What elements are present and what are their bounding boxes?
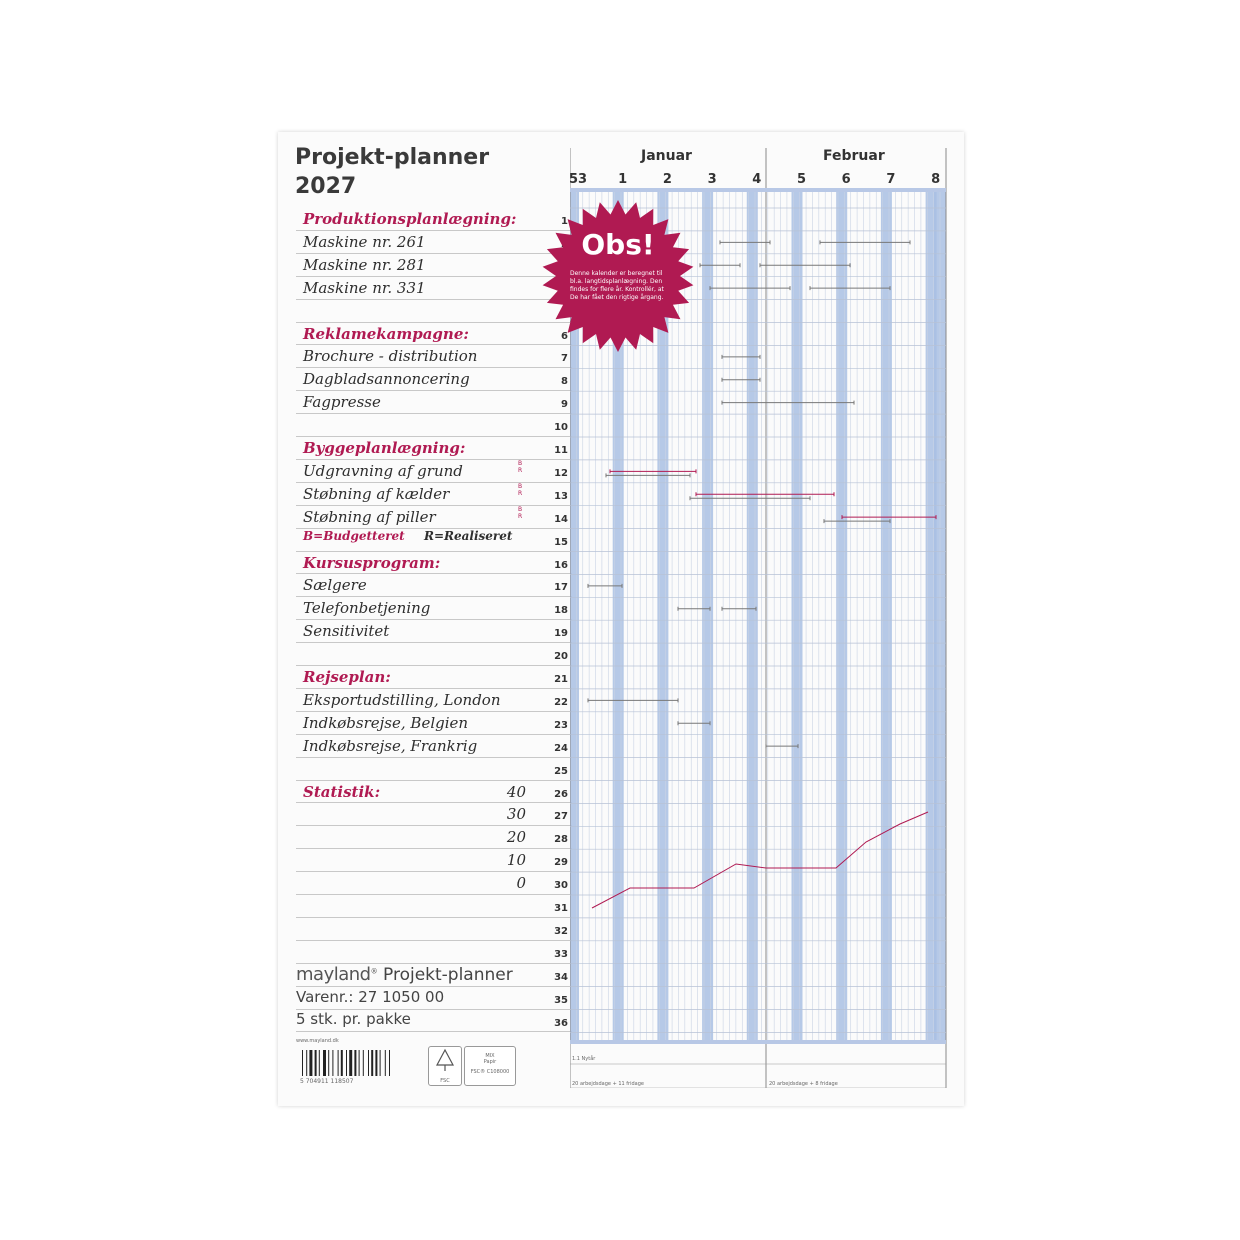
barcode-bar: [332, 1050, 333, 1076]
br-marker-12: [518, 460, 522, 474]
row-number: 31: [554, 903, 568, 914]
week-number: 7: [886, 172, 896, 187]
barcode-bar: [302, 1050, 303, 1076]
row-number: 12: [554, 467, 568, 479]
planner-sheet: [278, 132, 964, 1106]
row-divider: [296, 253, 572, 254]
row-number: 24: [554, 742, 568, 754]
row-label: Indkøbsrejse, Frankrig: [303, 736, 478, 755]
barcode-bar: [319, 1050, 320, 1076]
stat-scale-10: 10: [506, 851, 526, 869]
row-divider: [296, 688, 572, 689]
row-number: 36: [554, 1017, 568, 1029]
row-label: Maskine nr. 331: [303, 278, 426, 297]
row-label: Sælgere: [303, 576, 367, 595]
barcode-bar: [359, 1050, 360, 1076]
row-number: 26: [554, 788, 568, 800]
row-number: 6: [561, 330, 568, 342]
row-number: 28: [554, 834, 568, 846]
row-number: 9: [561, 399, 568, 411]
row-divider: [296, 367, 572, 368]
row-number: 27: [554, 811, 568, 823]
barcode-bar: [389, 1050, 390, 1076]
footer-jan-days: 20 arbejdsdage + 11 fridage: [572, 1081, 644, 1087]
row-number: 15: [554, 536, 568, 548]
legend-budget: B=Budgetteret: [303, 529, 405, 543]
stat-scale-40: 40: [506, 783, 526, 801]
fsc-logo-icon: [428, 1046, 462, 1086]
barcode-number: 5 704911 118507: [300, 1078, 354, 1085]
row-label: Rejseplan:: [303, 668, 391, 686]
row-divider: [296, 734, 572, 735]
row-number: 17: [554, 582, 568, 594]
page-year: 2027: [295, 174, 357, 199]
br-marker-14: [518, 506, 522, 520]
barcode-bar: [368, 1050, 369, 1076]
row-number: 23: [554, 719, 568, 731]
row-label: Telefonbetjening: [303, 599, 431, 618]
row-divider: [296, 276, 572, 277]
br-b: B: [518, 483, 523, 490]
row-number: 7: [561, 353, 568, 365]
row-divider: [296, 780, 572, 781]
row-label: Produktionsplanlægning:: [303, 210, 517, 228]
row-divider: [296, 299, 572, 300]
barcode-bar: [346, 1050, 347, 1076]
row-label: Reklamekampagne:: [303, 324, 469, 343]
row-label: Udgravning af grund: [303, 461, 463, 480]
week-number: 53: [568, 172, 588, 187]
month-februar: Februar: [823, 148, 885, 164]
br-r: R: [518, 490, 523, 497]
product-brand-line: [296, 964, 513, 985]
row-number: 1: [561, 216, 568, 227]
stat-scale-0: 0: [516, 874, 526, 892]
week-number: 1: [618, 172, 628, 187]
product-name: Projekt-planner: [383, 965, 513, 985]
row-number: 20: [554, 651, 568, 663]
row-label: Byggeplanlægning:: [303, 439, 466, 457]
row-number: 35: [554, 994, 568, 1006]
obs-body: Denne kalender er beregnet til bl.a. langtidsplanlægning. Den findes for flere år. Kontrollér, at De har fået den rigtige årgang.: [570, 270, 664, 301]
br-b: B: [518, 460, 523, 467]
month-januar: Januar: [641, 148, 692, 164]
barcode-bar: [323, 1050, 326, 1076]
row-divider: [296, 757, 572, 758]
barcode-bar: [315, 1050, 317, 1076]
row-label: Fagpresse: [303, 393, 381, 412]
row-label: Statistik:: [303, 782, 381, 801]
obs-title: Obs!: [581, 228, 655, 261]
row-divider: [296, 940, 572, 941]
week-number: 6: [841, 172, 851, 187]
br-r: R: [518, 467, 523, 474]
br-r: R: [518, 513, 523, 520]
row-divider: [296, 848, 572, 849]
stat-scale-20: 20: [506, 828, 526, 846]
product-varenr: Varenr.: 27 1050 00: [296, 988, 445, 1006]
row-number: 14: [554, 513, 568, 525]
registered-icon: ®: [370, 967, 378, 976]
row-number: 8: [561, 376, 568, 388]
row-divider: [296, 322, 572, 323]
header-tick-band: [570, 188, 946, 192]
barcode-bar: [380, 1050, 381, 1076]
br-b: B: [518, 506, 523, 513]
row-divider: [296, 894, 572, 895]
row-divider: [296, 986, 572, 987]
row-number: 18: [554, 605, 568, 617]
tree-icon: [429, 1047, 461, 1073]
row-number: 10: [554, 422, 568, 434]
row-label: Maskine nr. 281: [303, 255, 426, 274]
row-divider: [296, 825, 572, 826]
page-title: Projekt-planner: [295, 145, 490, 170]
row-number: 25: [554, 765, 568, 777]
barcode-bar: [349, 1050, 352, 1076]
row-label: Eksportudstilling, London: [303, 690, 501, 709]
legend-real: R=Realiseret: [424, 529, 513, 543]
row-label: Støbning af piller: [303, 507, 436, 526]
week-number: 3: [707, 172, 717, 187]
row-divider: [296, 551, 572, 552]
row-divider: [296, 230, 572, 231]
barcode-bar: [385, 1050, 386, 1076]
mix-text: MIX: [485, 1053, 495, 1059]
fsc-code: FSC® C108000: [470, 1069, 510, 1075]
row-number: 33: [554, 948, 568, 960]
row-label: Dagbladsannoncering: [303, 370, 470, 389]
fsc-label: FSC: [440, 1078, 450, 1084]
row-divider: [296, 596, 572, 597]
row-number: 32: [554, 925, 568, 937]
row-number: 16: [554, 559, 568, 571]
week-number: 5: [796, 172, 807, 187]
week-number: 4: [752, 172, 762, 187]
row-divider: [296, 871, 572, 872]
footer-note: 1.1 Nytår: [572, 1056, 596, 1062]
row-divider: [296, 711, 572, 712]
row-label: Brochure - distribution: [303, 347, 478, 366]
row-divider: [296, 390, 572, 391]
product-pack: 5 stk. pr. pakke: [296, 1010, 411, 1028]
barcode-bar: [371, 1050, 373, 1076]
row-divider: [296, 665, 572, 666]
row-divider: [296, 436, 572, 437]
barcode-bar: [341, 1050, 343, 1076]
row-number: 22: [554, 696, 568, 708]
row-label: Indkøbsrejse, Belgien: [303, 713, 469, 732]
brand-logo: mayland: [296, 964, 371, 985]
barcode-icon: [302, 1050, 390, 1076]
website: www.mayland.dk: [296, 1038, 339, 1044]
barcode-bar: [309, 1050, 312, 1076]
paper-text: Papir: [483, 1059, 497, 1065]
row-number: 19: [554, 628, 568, 640]
week-number: 8: [931, 172, 941, 187]
row-number: 13: [554, 490, 568, 502]
stat-scale-30: 30: [506, 805, 526, 823]
row-number: 21: [554, 674, 568, 685]
barcode-bar: [338, 1050, 339, 1076]
row-label: Kursusprogram:: [303, 553, 441, 572]
br-marker-13: [518, 483, 522, 497]
row-divider: [296, 482, 572, 483]
row-divider: [296, 344, 572, 345]
barcode-bar: [363, 1050, 364, 1076]
row-divider: [296, 619, 572, 620]
row-number: 11: [554, 445, 568, 456]
barcode-bar: [306, 1050, 307, 1076]
row-divider: [296, 1031, 572, 1032]
row-number: 34: [554, 971, 568, 983]
footer-feb-days: 20 arbejdsdage + 8 fridage: [769, 1081, 838, 1087]
fsc-mix-label: [464, 1046, 516, 1086]
row-divider: [296, 413, 572, 414]
row-divider: [296, 642, 572, 643]
row-divider: [296, 802, 572, 803]
row-divider: [296, 505, 572, 506]
row-divider: [296, 917, 572, 918]
row-label: Støbning af kælder: [303, 484, 450, 503]
row-label: Maskine nr. 261: [303, 232, 426, 251]
row-divider: [296, 459, 572, 460]
barcode-bar: [375, 1050, 377, 1076]
row-label: Sensitivitet: [303, 622, 390, 641]
barcode-bar: [328, 1050, 329, 1076]
row-number: 29: [554, 857, 568, 869]
week-number: 2: [662, 172, 672, 187]
row-divider: [296, 573, 572, 574]
barcode-bar: [354, 1050, 356, 1076]
row-number: 30: [554, 880, 568, 892]
footer-tick-band: [570, 1040, 946, 1044]
